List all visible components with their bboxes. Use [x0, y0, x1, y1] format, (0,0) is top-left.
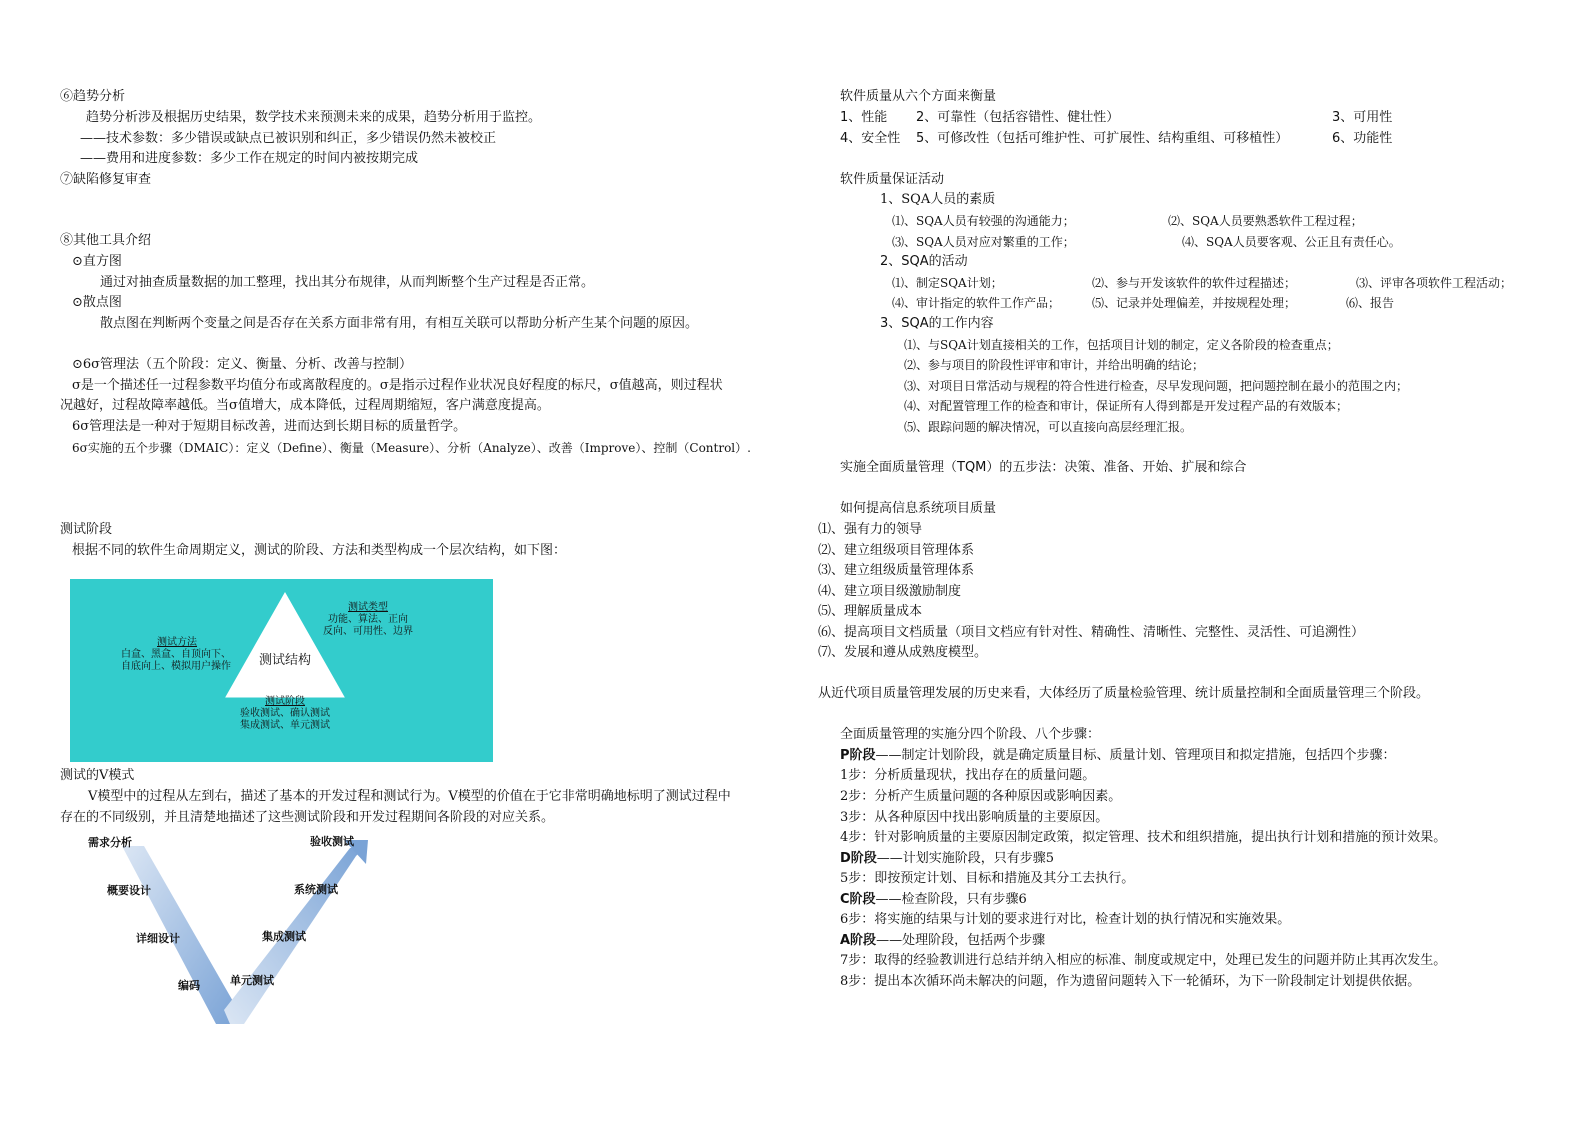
v-model-diagram	[80, 838, 380, 1038]
test-type-line1: 功能、算法、正向	[328, 614, 408, 625]
sqa-work-b: ⑵、参与项目的阶段性评审和审计，并给出明确的结论；	[904, 358, 1205, 372]
step-1: 1步：分析质量现状，找出存在的质量问题。	[840, 768, 1096, 783]
sqa-work-e: ⑸、跟踪问题的解决情况，可以直接向高层经理汇报。	[904, 420, 1193, 434]
measure-modifiability: 5、可修改性（包括可维护性、可扩展性、结构重组、可移植性）	[916, 131, 1289, 146]
trend-cost-params: ——费用和进度参数：多少工作在规定的时间内被按期完成	[80, 151, 419, 166]
v-acceptance-test-label: 验收测试	[310, 835, 354, 848]
c-stage	[840, 892, 1027, 908]
sqa-activity-d: ⑷、审计指定的软件工作产品；	[892, 296, 1061, 310]
sqa-activity-b: ⑵、参与开发该软件的软件过程描述；	[1092, 276, 1297, 290]
scatter-title: ⊙散点图	[72, 295, 122, 310]
v-detail-design-label: 详细设计	[136, 932, 180, 945]
measure-security: 4、安全性	[840, 131, 901, 146]
improve-item-2: ⑵、建立组级项目管理体系	[818, 543, 975, 558]
sqa-quality-a: ⑴、SQA人员有较强的沟通能力；	[892, 214, 1075, 228]
measure-usability: 3、可用性	[1332, 110, 1393, 125]
quality-history: 从近代项目质量管理发展的历史来看，大体经历了质量检验管理、统计质量控制和全面质量管理三个阶段。	[818, 686, 1430, 701]
a-stage-label: A阶段	[840, 933, 877, 948]
v-requirements-label: 需求分析	[88, 836, 132, 849]
test-type-line2: 反向、可用性、边界	[323, 626, 413, 637]
test-type-title: 测试类型	[348, 602, 388, 613]
v-integration-test-label: 集成测试	[262, 930, 306, 943]
step-8: 8步：提出本次循环尚未解决的问题，作为遗留问题转入下一轮循环，为下一阶段制定计划提供依据。	[840, 974, 1421, 989]
improve-item-5: ⑸、理解质量成本	[818, 604, 923, 619]
histogram-title: ⊙直方图	[72, 254, 122, 269]
sqa-work-d: ⑷、对配置管理工作的检查和审计，保证所有人得到都是开发过程产品的有效版本；	[904, 399, 1349, 413]
v-system-test-label: 系统测试	[294, 883, 338, 896]
step-3: 3步：从各种原因中找出影响质量的主要原因。	[840, 810, 1109, 825]
six-sigma-line2: 况越好，过程故障率越低。当σ值增大，成本降低，过程周期缩短，客户满意度提高。	[60, 398, 550, 413]
v-coding-label: 编码	[178, 979, 200, 992]
trend-desc: 趋势分析涉及根据历史结果，数学技术来预测未来的成果，趋势分析用于监控。	[86, 110, 542, 125]
six-sigma-line4: 6σ实施的五个步骤（DMAIC）：定义（Define）、衡量（Measure）、分析（Analyze）、改善（Improve）、控制（Control）.	[72, 441, 751, 455]
quality-measure-title: 软件质量从六个方面来衡量	[840, 89, 997, 104]
a-stage-text: ——处理阶段，包括两个步骤	[876, 933, 1046, 948]
measure-reliability: 2、可靠性（包括容错性、健壮性）	[916, 110, 1120, 125]
test-method-line2: 自底向上、模拟用户操作	[121, 661, 231, 672]
improve-item-6: ⑹、提高项目文档质量（项目文档应有针对性、精确性、清晰性、完整性、灵活性、可追溯性）	[818, 625, 1365, 640]
sqa-work-title: 3、SQA的工作内容	[880, 316, 994, 331]
test-stage-diagram-title: 测试阶段	[265, 696, 305, 707]
d-stage-label: D阶段	[840, 851, 877, 866]
v-unit-test-label: 单元测试	[230, 974, 274, 987]
trend-tech-params: ——技术参数：多少错误或缺点已被识别和纠正，多少错误仍然未被校正	[80, 131, 497, 146]
test-stage-line1: 验收测试、确认测试	[240, 708, 330, 719]
sqa-quality-c: ⑶、SQA人员对应对繁重的工作；	[892, 235, 1075, 249]
scatter-desc: 散点图在判断两个变量之间是否存在关系方面非常有用，有相互关联可以帮助分析产生某个问题的原因。	[100, 316, 699, 331]
c-stage-text: ——检查阶段，只有步骤6	[875, 892, 1027, 907]
defect-review-title: ⑦缺陷修复审查	[60, 172, 152, 187]
test-method-title: 测试方法	[157, 637, 197, 648]
six-sigma-title: ⊙6σ管理法（五个阶段：定义、衡量、分析、改善与控制）	[72, 357, 413, 372]
trend-analysis-title: ⑥趋势分析	[60, 89, 126, 104]
step-4: 4步：针对影响质量的主要原因制定政策，拟定管理、技术和组织措施，提出执行计划和措施的预计效果。	[840, 830, 1447, 845]
sqa-work-a: ⑴、与SQA计划直接相关的工作，包括项目计划的制定，定义各阶段的检查重点；	[904, 338, 1339, 352]
p-stage	[840, 748, 1396, 764]
tqm-five-steps	[840, 460, 1246, 476]
sqa-activities-title: 软件质量保证活动	[840, 172, 945, 187]
c-stage-label: C阶段	[840, 892, 876, 907]
improve-item-3: ⑶、建立组级质量管理体系	[818, 563, 975, 578]
test-stage-line2: 集成测试、单元测试	[240, 720, 330, 731]
step-7: 7步：取得的经验教训进行总结并纳入相应的标准、制度或规定中，处理已发生的问题并防止其再次发生。	[840, 953, 1447, 968]
sqa-activity-e: ⑸、记录并处理偏差，并按规程处理；	[1092, 296, 1297, 310]
sqa-quality-d: ⑷、SQA人员要客观、公正且有责任心。	[1182, 235, 1401, 249]
improve-item-1: ⑴、强有力的领导	[818, 522, 923, 537]
six-sigma-line3: 6σ管理法是一种对于短期目标改善，进而达到长期目标的质量哲学。	[72, 419, 467, 434]
sqa-work-c: ⑶、对项目日常活动与规程的符合性进行检查，尽早发现问题，把问题控制在最小的范围之内；	[904, 379, 1409, 393]
d-stage	[840, 851, 1054, 867]
v-outline-design-label: 概要设计	[107, 884, 151, 897]
six-sigma-line1: σ是一个描述任一过程参数平均值分布或离散程度的。σ是指示过程作业状况良好程度的标尺，σ值越高，则过程状	[72, 378, 723, 393]
measure-performance: 1、性能	[840, 110, 888, 125]
test-structure-diagram	[70, 579, 493, 762]
step-5: 5步：即按预定计划、目标和措施及其分工去执行。	[840, 871, 1135, 886]
test-stage-desc: 根据不同的软件生命周期定义，测试的阶段、方法和类型构成一个层次结构，如下图：	[72, 543, 567, 558]
sqa-activity-a: ⑴、制定SQA计划；	[892, 276, 1003, 290]
sqa-activity-c: ⑶、评审各项软件工程活动；	[1356, 276, 1513, 290]
a-stage	[840, 933, 1045, 949]
tqm-five-steps-label: 实施全面质量管理（TQM）的五步法：	[840, 460, 1065, 475]
v-model-title: 测试的V模式	[60, 768, 135, 783]
histogram-desc: 通过对抽查质量数据的加工整理，找出其分布规律，从而判断整个生产过程是否正常。	[100, 275, 595, 290]
step-6: 6步：将实施的结果与计划的要求进行对比，检查计划的执行情况和实施效果。	[840, 912, 1291, 927]
test-stage-title: 测试阶段	[60, 522, 113, 537]
tqm-stages-intro: 全面质量管理的实施分四个阶段、八个步骤：	[840, 727, 1101, 742]
sqa-quality-b: ⑵、SQA人员要熟悉软件工程过程；	[1168, 214, 1363, 228]
measure-functionality: 6、功能性	[1332, 131, 1393, 146]
p-stage-text: ——制定计划阶段，就是确定质量目标、质量计划、管理项目和拟定措施，包括四个步骤：	[875, 748, 1396, 763]
improve-item-4: ⑷、建立项目级激励制度	[818, 584, 962, 599]
diagram-center-label: 测试结构	[258, 653, 311, 668]
improve-quality-title: 如何提高信息系统项目质量	[840, 501, 997, 516]
improve-item-7: ⑺、发展和遵从成熟度模型。	[818, 645, 988, 660]
tqm-five-steps-text: 决策、准备、开始、扩展和综合	[1064, 460, 1247, 475]
sqa-activity-title: 2、SQA的活动	[880, 254, 968, 269]
sqa-activity-f: ⑹、报告	[1346, 296, 1395, 310]
step-2: 2步：分析产生质量问题的各种原因或影响因素。	[840, 789, 1122, 804]
v-model-desc-line2: 存在的不同级别，并且清楚地描述了这些测试阶段和开发过程期间各阶段的对应关系。	[60, 810, 555, 825]
p-stage-label: P阶段	[840, 748, 876, 763]
d-stage-text: ——计划实施阶段，只有步骤5	[876, 851, 1055, 866]
test-method-line1: 白盒、黑盒、自顶向下、	[121, 649, 231, 660]
other-tools-title: ⑧其他工具介绍	[60, 233, 152, 248]
sqa-qualities-title: 1、SQA人员的素质	[880, 192, 996, 207]
v-model-desc-line1: V模型中的过程从左到右，描述了基本的开发过程和测试行为。V模型的价值在于它非常明确地标明了测试过程中	[88, 789, 731, 804]
